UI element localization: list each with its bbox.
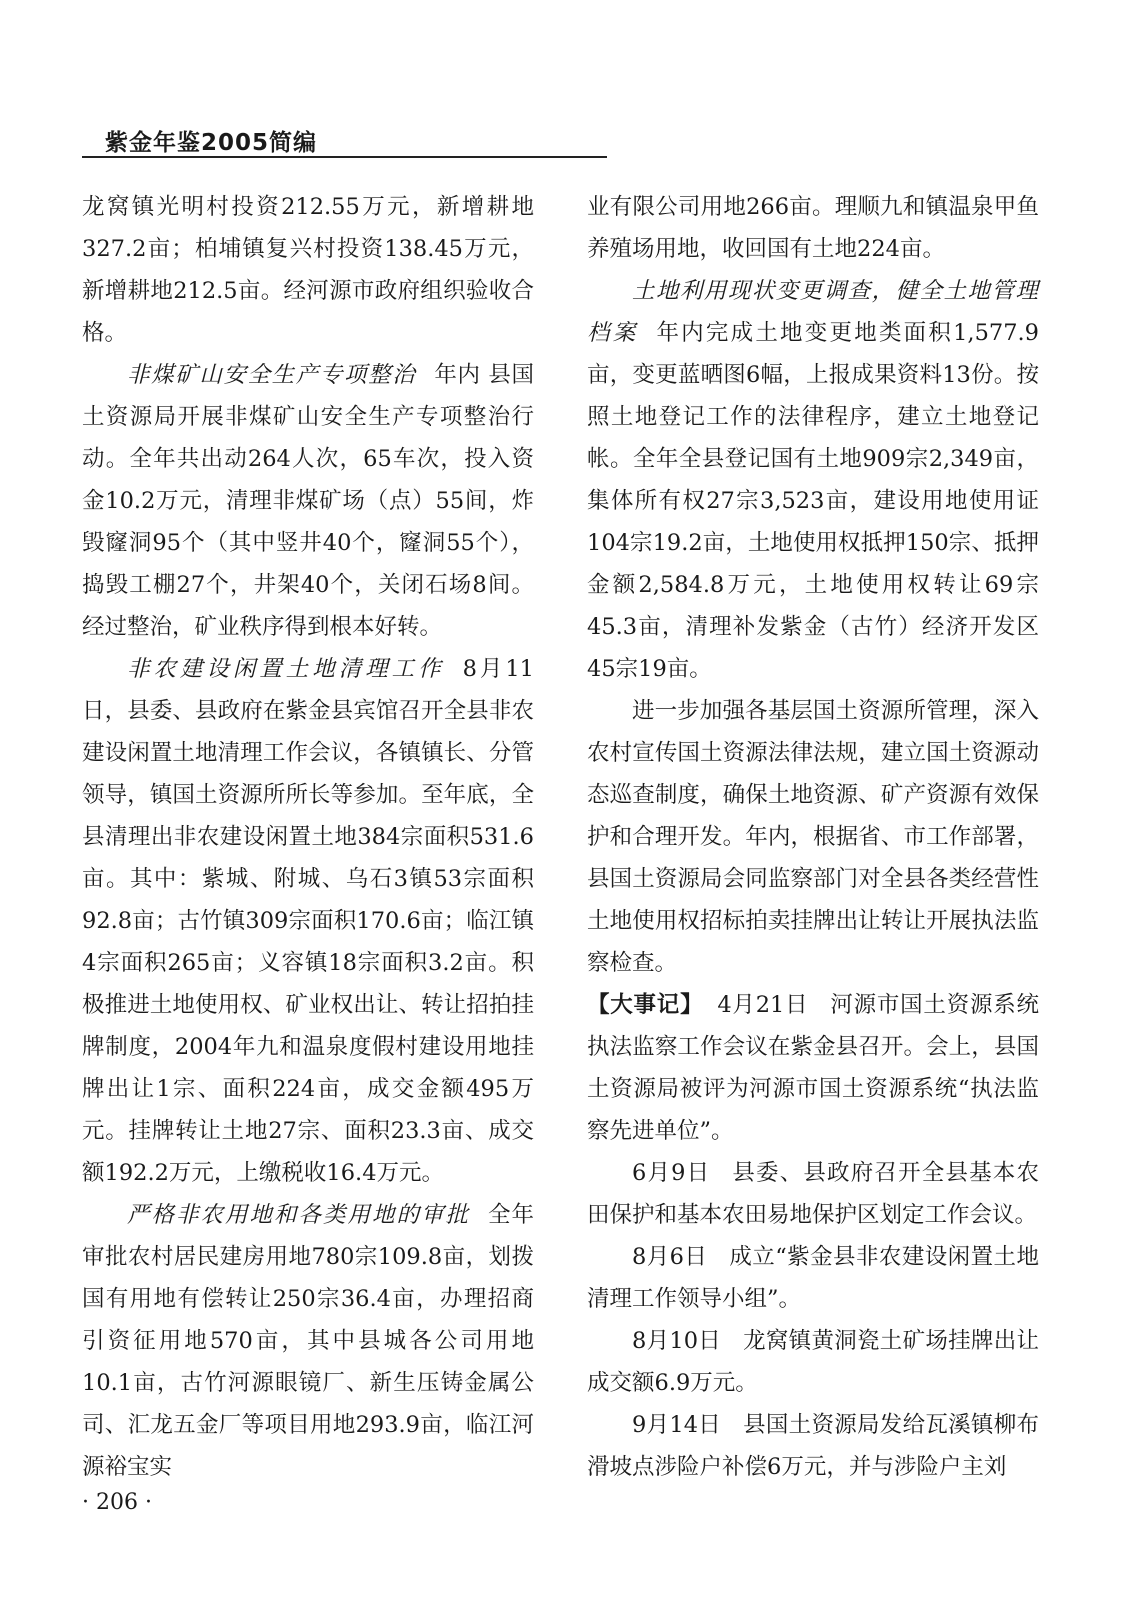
paragraph-body: 年内完成土地变更地类面积1,577.9亩，变更蓝晒图6幅，上报成果资料13份。按照土地登记工作的法律程序，建立土地登记帐。全年全县登记国有土地909宗2,349亩，集体所有权27宗3,523亩，建设用地使用证104宗19.2亩，土地使用权抵押150宗、抵押金额2,584.8万元，土地使用权转让69宗45.3亩，清理补发紫金（古竹）经济开发区45宗19亩。	[587, 320, 1039, 682]
paragraph-mine-safety	[82, 354, 534, 648]
event-date: 9月14日	[632, 1412, 722, 1438]
header-rule	[82, 156, 607, 158]
paragraph-land-survey	[587, 270, 1039, 690]
event-text: 县国土资源局发给瓦溪镇柳布滑坡点涉险户补偿6万元，并与涉险户主刘	[587, 1412, 1039, 1480]
chronicle-entry	[587, 1236, 1039, 1320]
chronicle-entry	[587, 984, 1039, 1152]
event-text: 河源市国土资源系统执法监察工作会议在紫金县召开。会上，县国土资源局被评为河源市国土资源系统“执法监察先进单位”。	[587, 992, 1039, 1144]
chronicle-entry	[587, 1404, 1039, 1488]
event-date: 6月9日	[632, 1160, 711, 1186]
left-column	[82, 186, 534, 1488]
paragraph-continued: 龙窝镇光明村投资212.55万元，新增耕地327.2亩；柏埔镇复兴村投资138.45万元，新增耕地212.5亩。经河源市政府组织验收合格。	[82, 194, 534, 346]
event-text: 县委、县政府召开全县基本农田保护和基本农田易地保护区划定工作会议。	[587, 1160, 1039, 1228]
section-heading: 非煤矿山安全生产专项整治	[127, 362, 417, 388]
running-header: 紫金年鉴2005简编	[105, 130, 318, 156]
chronicle-entry	[587, 1320, 1039, 1404]
paragraph-body: 年内 县国土资源局开展非煤矿山安全生产专项整治行动。全年共出动264人次，65车次，投入资金10.2万元，清理非煤矿场（点）55间，炸毁窿洞95个（其中竖井40个，窿洞55个），捣毁工棚27个，井架40个，关闭石场8间。经过整治，矿业秩序得到根本好转。	[82, 362, 534, 640]
event-date: 4月21日	[717, 992, 809, 1018]
event-text: 龙窝镇黄洞瓷土矿场挂牌出让成交额6.9万元。	[587, 1328, 1039, 1396]
paragraph-body: 全年审批农村居民建房用地780宗109.8亩，划拨国有用地有偿转让250宗36.4亩，办理招商引资征用地570亩，其中县城各公司用地10.1亩，古竹河源眼镜厂、新生压铸金属公司、汇龙五金厂等项目用地293.9亩，临江河源裕宝实	[82, 1202, 534, 1480]
paragraph-body: 8月11日，县委、县政府在紫金县宾馆召开全县非农建设闲置土地清理工作会议，各镇镇长、分管领导，镇国土资源所所长等参加。至年底，全县清理出非农建设闲置土地384宗面积531.6亩。其中：紫城、附城、乌石3镇53宗面积92.8亩；古竹镇309宗面积170.6亩；临江镇4宗面积265亩；义容镇18宗面积3.2亩。积极推进土地使用权、矿业权出让、转让招拍挂牌制度，2004年九和温泉度假村建设用地挂牌出让1宗、面积224亩，成交金额495万元。挂牌转让土地27宗、面积23.3亩、成交额192.2万元，上缴税收16.4万元。	[82, 656, 534, 1186]
chronicle-label: 【大事记】	[587, 992, 704, 1018]
paragraph-idle-land	[82, 648, 534, 1194]
right-column	[587, 186, 1039, 1488]
section-heading: 土地利用现状变更调查，健全土地管理档案	[587, 278, 1039, 346]
page-number: · 206 ·	[82, 1490, 152, 1515]
section-heading: 严格非农用地和各类用地的审批	[127, 1202, 470, 1228]
chronicle-entry	[587, 1152, 1039, 1236]
paragraph-continued: 业有限公司用地266亩。理顺九和镇温泉甲鱼养殖场用地，收回国有土地224亩。	[587, 194, 1039, 262]
event-date: 8月6日	[632, 1244, 708, 1270]
event-date: 8月10日	[632, 1328, 722, 1354]
paragraph-management: 进一步加强各基层国土资源所管理，深入农村宣传国土资源法律法规，建立国土资源动态巡查制度，确保土地资源、矿产资源有效保护和合理开发。年内，根据省、市工作部署，县国土资源局会同监察部门对全县各类经营性土地使用权招标拍卖挂牌出让转让开展执法监察检查。	[587, 698, 1039, 976]
event-text: 成立“紫金县非农建设闲置土地清理工作领导小组”。	[587, 1244, 1039, 1312]
paragraph-land-approval	[82, 1194, 534, 1488]
section-heading: 非农建设闲置土地清理工作	[127, 656, 445, 682]
